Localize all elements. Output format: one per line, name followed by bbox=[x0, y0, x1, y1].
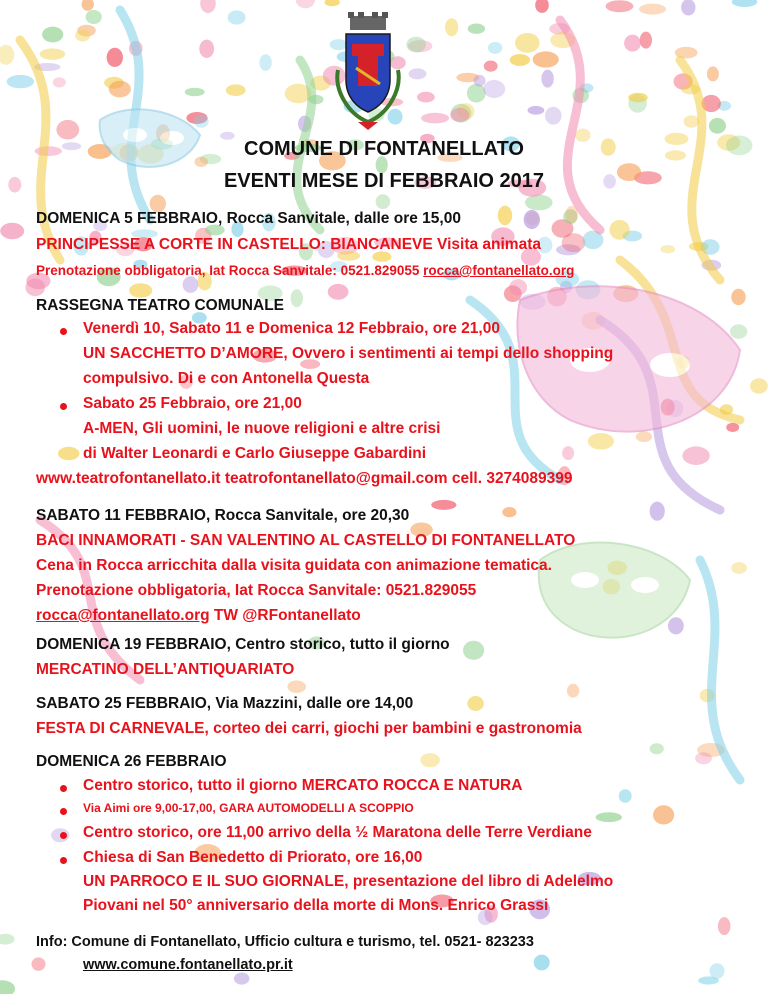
event-4-place: Centro storico, tutto il giorno bbox=[230, 636, 450, 653]
event-3-twitter: TW @RFontanellato bbox=[209, 607, 361, 624]
theatre-show-1-title: UN SACCHETTO D’AMORE, Ovvero i sentimenti ai tempi dello shopping bbox=[83, 345, 614, 362]
theatre-show-2-authors: di Walter Leonardi e Carlo Giuseppe Gabardini bbox=[83, 445, 427, 462]
event-5-place: Via Mazzini, dalle ore 14,00 bbox=[211, 695, 414, 712]
event-4-header bbox=[36, 636, 450, 654]
footer-website-link[interactable]: www.comune.fontanellato.pr.it bbox=[83, 957, 293, 973]
event-1-place: Rocca Sanvitale, dalle ore 15,00 bbox=[222, 210, 461, 227]
event-1-title: PRINCIPESSE A CORTE IN CASTELLO: BIANCANEVE bbox=[36, 236, 433, 253]
event-5-title: FESTA DI CARNEVALE, corteo dei carri, giochi per bambini e gastronomia bbox=[36, 720, 582, 737]
event-6-date: DOMENICA 26 FEBBRAIO bbox=[36, 753, 227, 770]
event-6-item-4-line-2: UN PARROCO E IL SUO GIORNALE, presentazione del libro di Adelelmo bbox=[83, 873, 614, 890]
bullet-icon bbox=[60, 403, 67, 410]
event-1-desc: Visita animata bbox=[432, 236, 541, 253]
event-6-item-4-line-3: Piovani nel 50° anniversario della morte di Mons. Enrico Grassi bbox=[83, 897, 549, 914]
event-4-date: DOMENICA 19 FEBBRAIO, bbox=[36, 636, 231, 653]
event-1-date: DOMENICA 5 FEBBRAIO, bbox=[36, 210, 223, 227]
bullet-icon bbox=[60, 808, 67, 815]
event-1-booking-line bbox=[36, 262, 574, 280]
event-4-title: MERCATINO DELL’ANTIQUARIATO bbox=[36, 661, 295, 678]
event-1-booking: Prenotazione obbligatoria, Iat Rocca Sanvitale: 0521.829055 bbox=[36, 263, 424, 278]
event-3-date: SABATO 11 FEBBRAIO, bbox=[36, 507, 211, 524]
page-subtitle: EVENTI MESE DI FEBBRAIO 2017 bbox=[223, 170, 545, 192]
footer-info: Info: Comune di Fontanellato, Ufficio cultura e turismo, tel. 0521- 823233 bbox=[36, 934, 534, 950]
event-5-date: SABATO 25 FEBBRAIO, bbox=[36, 695, 212, 712]
page-title: COMUNE DI FONTANELLATO bbox=[244, 138, 524, 160]
theatre-contacts: www.teatrofontanellato.it teatrofontanellato@gmail.com cell. 3274089399 bbox=[36, 470, 573, 487]
event-6-item-3: Centro storico, ore 11,00 arrivo della ½ Maratona delle Terre Verdiane bbox=[83, 824, 592, 841]
event-3-desc: Cena in Rocca arricchita dalla visita guidata con animazione tematica. bbox=[36, 557, 552, 574]
theatre-show-1-title-cont: compulsivo. Di e con Antonella Questa bbox=[83, 370, 370, 387]
bullet-icon bbox=[60, 785, 67, 792]
bullet-icon bbox=[60, 328, 67, 335]
bullet-icon bbox=[60, 832, 67, 839]
event-3-links bbox=[36, 607, 361, 625]
event-5-header bbox=[36, 695, 413, 713]
event-1-email-link[interactable]: rocca@fontanellato.org bbox=[423, 263, 575, 278]
event-1-title-line bbox=[36, 236, 541, 254]
theatre-show-2-dates: Sabato 25 Febbraio, ore 21,00 bbox=[83, 395, 302, 412]
event-3-booking: Prenotazione obbligatoria, Iat Rocca Sanvitale: 0521.829055 bbox=[36, 582, 477, 599]
event-6-item-4: Chiesa di San Benedetto di Priorato, ore 16,00 bbox=[83, 849, 423, 866]
event-1-header bbox=[36, 210, 461, 228]
theatre-show-2-title: A-MEN, Gli uomini, le nuove religioni e altre crisi bbox=[83, 420, 441, 437]
event-3-header bbox=[36, 507, 409, 525]
theatre-show-1-dates: Venerdì 10, Sabato 11 e Domenica 12 Febbraio, ore 21,00 bbox=[83, 320, 500, 337]
event-3-email-link[interactable]: rocca@fontanellato.org bbox=[36, 607, 210, 624]
event-3-place: Rocca Sanvitale, ore 20,30 bbox=[210, 507, 410, 524]
event-3-title: BACI INNAMORATI - SAN VALENTINO AL CASTELLO DI FONTANELLATO bbox=[36, 532, 576, 549]
bullet-icon bbox=[60, 857, 67, 864]
theatre-heading: RASSEGNA TEATRO COMUNALE bbox=[36, 297, 284, 314]
event-6-item-2: Via Aimi ore 9,00-17,00, GARA AUTOMODELLI A SCOPPIO bbox=[83, 801, 414, 815]
event-6-item-1: Centro storico, tutto il giorno MERCATO ROCCA E NATURA bbox=[83, 777, 523, 794]
